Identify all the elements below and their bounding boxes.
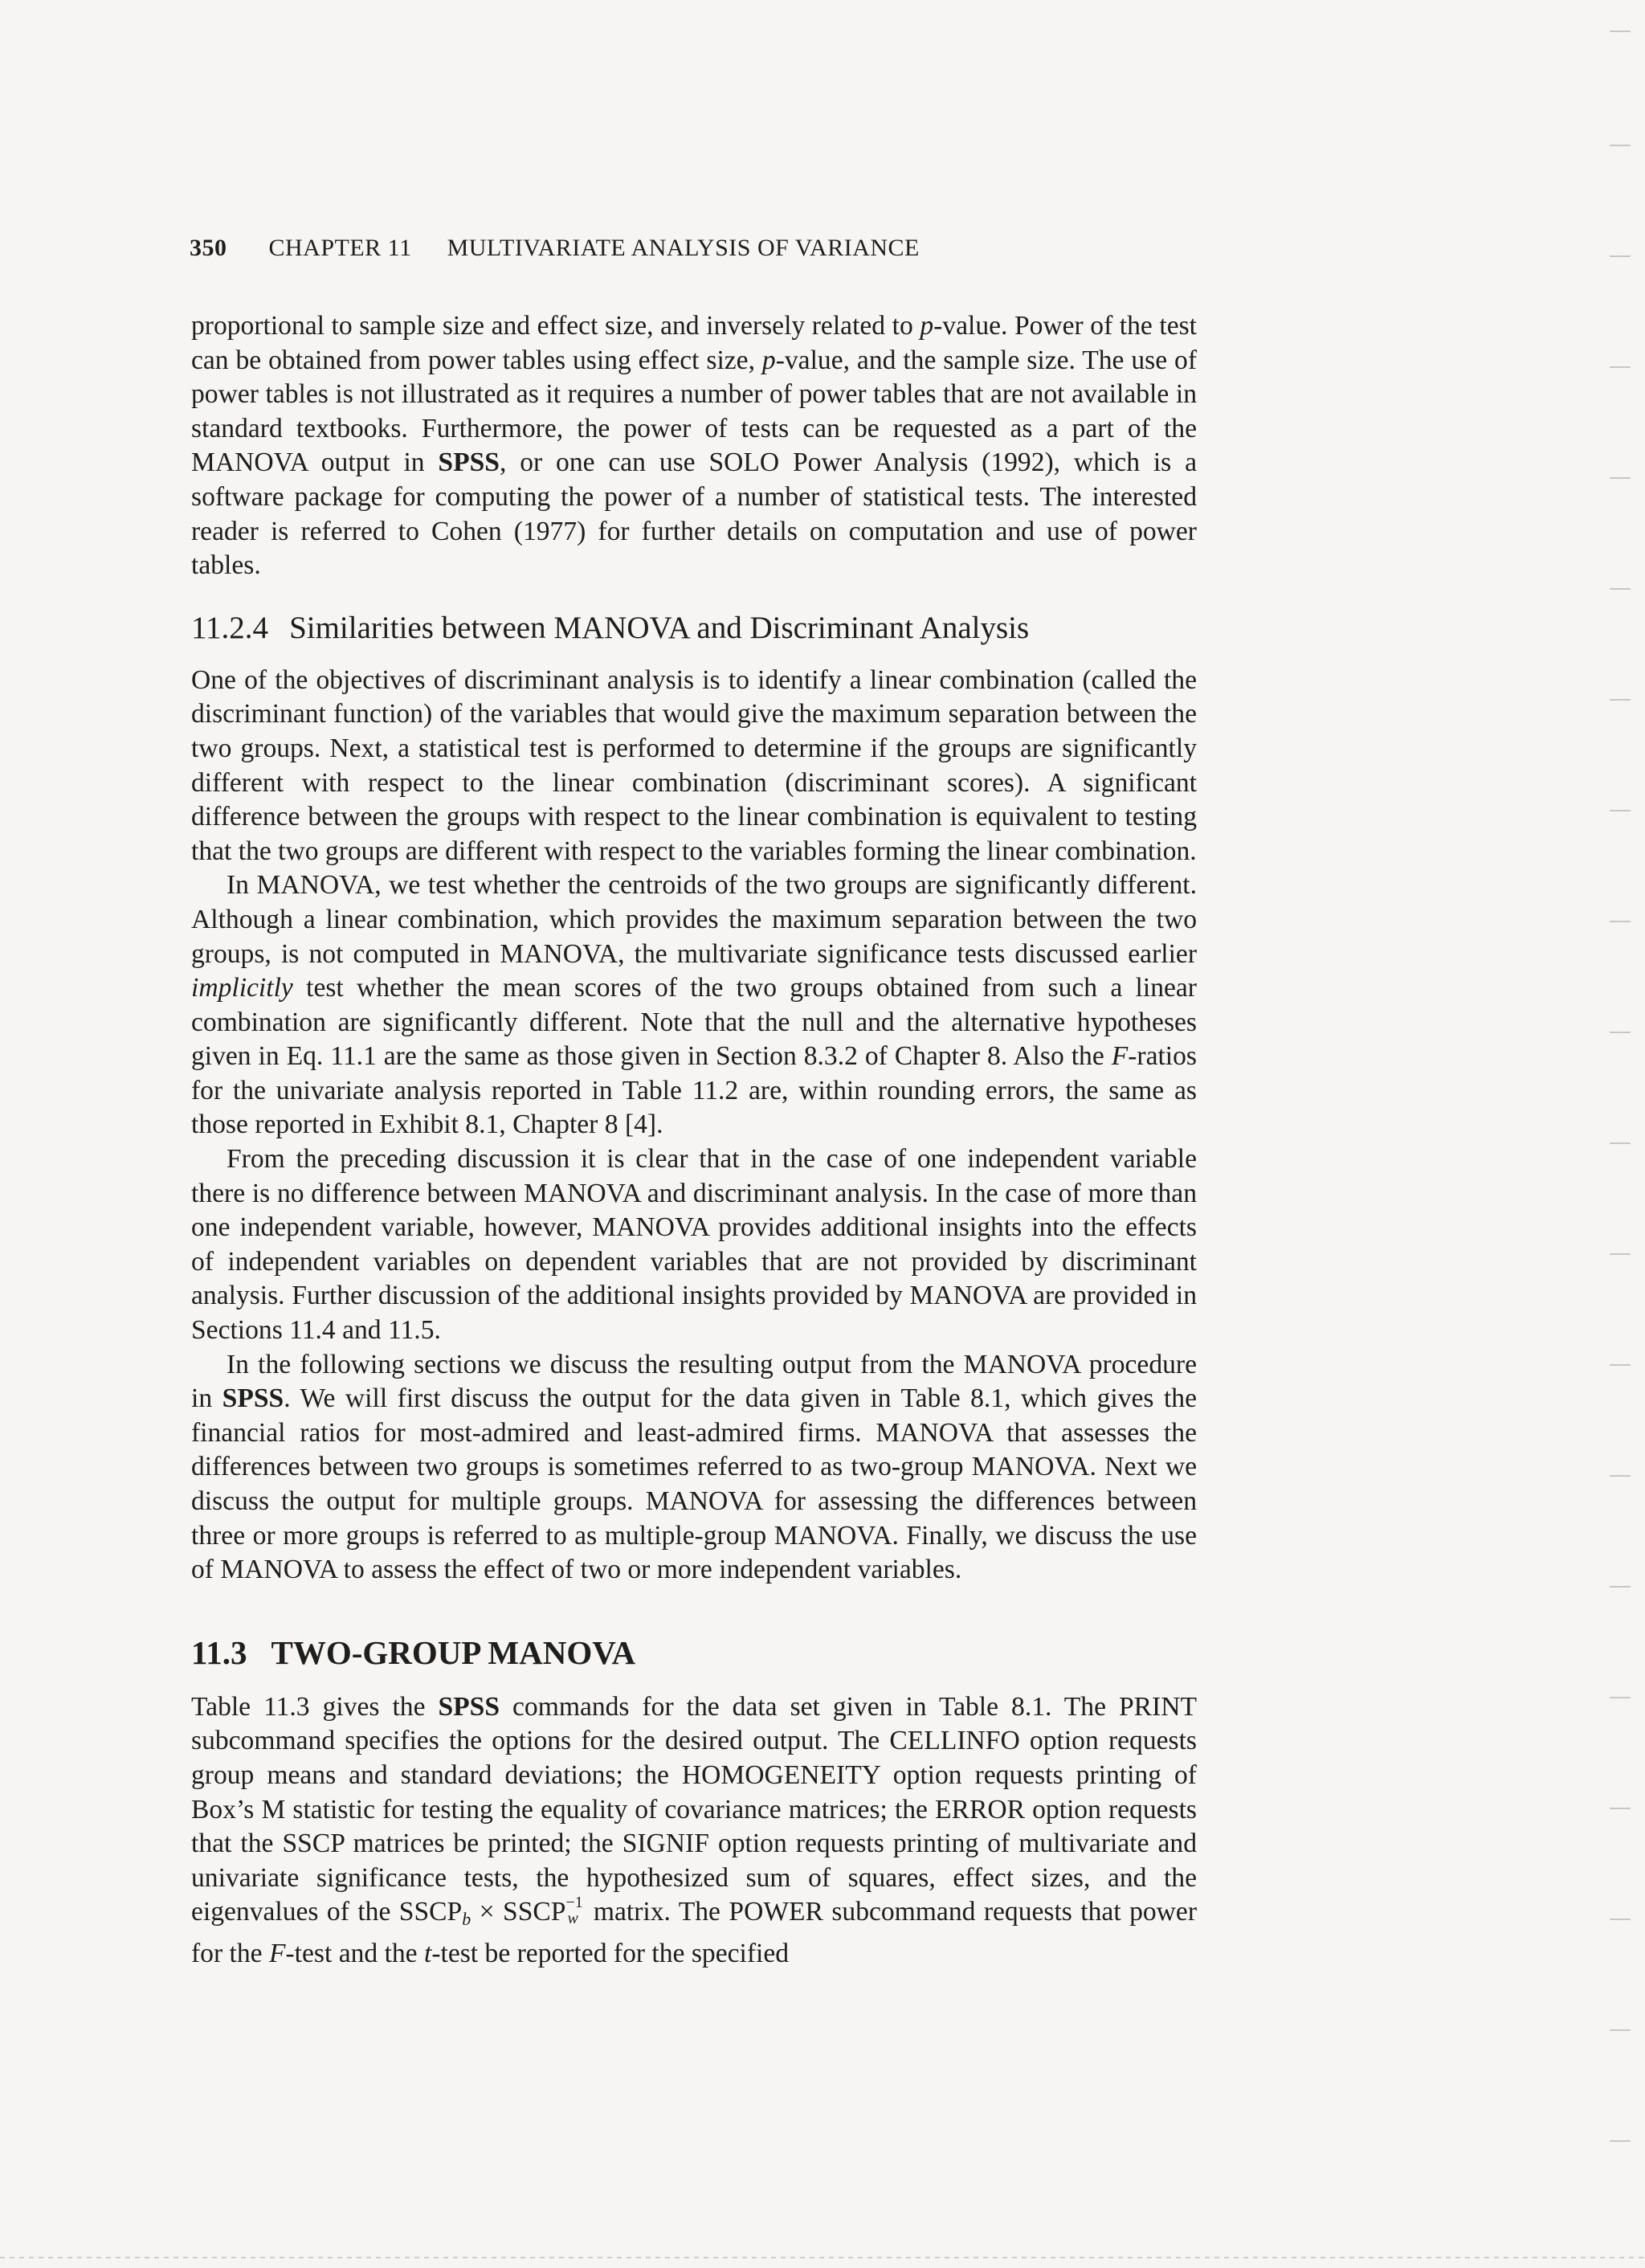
- edge-mark: [1610, 921, 1631, 922]
- paragraph-no-difference: From the preceding discussion it is clear that in the case of one independent variable there is no difference between MANOVA and discriminant analysis. In the case of more than one independent variable, however, MANOVA provides additional insights into the effects of independent variables on dependent variables that are not provided by discriminant analysis. Further discussion of the additional insights provided by MANOVA are provided in Sections 11.4 and 11.5.: [191, 1144, 1197, 1346]
- edge-mark: [1610, 699, 1631, 701]
- scan-bottom-edge: [0, 2257, 1645, 2258]
- paragraph-discriminant-objectives: One of the objectives of discriminant analysis is to identify a linear combination (called the discriminant function) of the variables that would give the maximum separation between the two groups. Next, a statistical test is performed to determine if the groups are significantly different with respect to the linear combination (discriminant scores). A significant difference between the groups with respect to the linear combination is equivalent to testing that the two groups are different with respect to the variables forming the linear combination.: [191, 664, 1197, 866]
- edge-mark: [1610, 1142, 1631, 1144]
- subsection-heading: [191, 609, 1197, 648]
- edge-mark: [1610, 1808, 1631, 1809]
- edge-mark: [1610, 1364, 1631, 1366]
- edge-mark: [1610, 810, 1631, 811]
- section-heading: [191, 1633, 1197, 1673]
- edge-mark: [1610, 588, 1631, 590]
- edge-mark: [1610, 1032, 1631, 1033]
- paragraph-manova-centroids: In MANOVA, we test whether the centroids of the two groups are significantly different. Although a linear combination, which provides the maximum separation between the two groups, is not computed in MANOVA, the multivariate significance tests discussed earlier implicitly test whether the mean scores of the two groups obtained from such a linear combination are significantly different. Note that the null and the alternative hypotheses given in Eq. 11.1 are the same as those given in Section 8.3.2 of Chapter 8. Also the F-ratios for the univariate analysis reported in Table 11.2 are, within rounding errors, the same as those reported in Exhibit 8.1, Chapter 8 [4].: [191, 870, 1197, 1140]
- edge-mark: [1610, 255, 1631, 257]
- body-text: [191, 309, 1197, 1972]
- paragraph-power-tables: proportional to sample size and effect size, and inversely related to p-value. Power of the test can be obtained from power tables using effect size, p-value, and the sample size. The use of power tables is not illustrated as it requires a number of power tables that are not available in standard textbooks. Furthermore, the power of tests can be requested as a part of the MANOVA output in SPSS, or one can use SOLO Power Analysis (1992), which is a software package for computing the power of a number of statistical tests. The interested reader is referred to Cohen (1977) for further details on computation and use of power tables.: [191, 311, 1198, 581]
- paragraph-spss-commands: Table 11.3 gives the SPSS commands for the data set given in Table 8.1. The PRINT subcommand specifies the options for the desired output. The CELLINFO option requests group means and standard deviations; the HOMOGENEITY option requests printing of Box’s M statistic for testing the equality of covariance matrices; the ERROR option requests that the SSCP matrices be printed; the SIGNIF option requests printing of multivariate and univariate significance tests, the hypothesized sum of squares, effect sizes, and the eigenvalues of the $SSCP_b$ × SSCP −1 w matrix. The POWER subcommand requests that power for the F-test and the t-test be reported for the specified: [191, 1691, 1197, 1968]
- edge-mark: [1610, 1586, 1631, 1588]
- page-number: 350: [190, 235, 227, 261]
- edge-mark: [1610, 1697, 1631, 1698]
- edge-mark: [1610, 477, 1631, 479]
- edge-mark: [1610, 2029, 1631, 2031]
- edge-mark: [1610, 1475, 1631, 1477]
- edge-mark: [1610, 366, 1631, 368]
- running-header: [190, 235, 920, 262]
- chapter-label: CHAPTER 11: [268, 235, 412, 261]
- edge-mark: [1610, 31, 1631, 32]
- section-number: 11.3: [191, 1633, 247, 1671]
- paragraph-following-sections: In the following sections we discuss the resulting output from the MANOVA procedure in SPSS. We will first discuss the output for the data given in Table 8.1, which gives the financial ratios for most-admired and least-admired firms. MANOVA that assesses the differences between two groups is sometimes referred to as two-group MANOVA. Next we discuss the output for multiple groups. MANOVA for assessing the differences between three or more groups is referred to as multiple-group MANOVA. Finally, we discuss the use of MANOVA to assess the effect of two or more independent variables.: [191, 1349, 1197, 1585]
- subsection-number: 11.2.4: [191, 610, 269, 645]
- page-edge-marks: [1597, 0, 1645, 2268]
- sscp-w-inverse-scripts: −1 w: [565, 1894, 583, 1928]
- edge-mark: [1610, 145, 1631, 146]
- edge-mark: [1610, 2140, 1631, 2142]
- edge-mark: [1610, 1253, 1631, 1255]
- edge-mark: [1610, 1919, 1631, 1920]
- chapter-title: MULTIVARIATE ANALYSIS OF VARIANCE: [447, 235, 920, 261]
- section-title: TWO-GROUP MANOVA: [271, 1633, 636, 1671]
- subsection-title: Similarities between MANOVA and Discriminant Analysis: [289, 610, 1030, 645]
